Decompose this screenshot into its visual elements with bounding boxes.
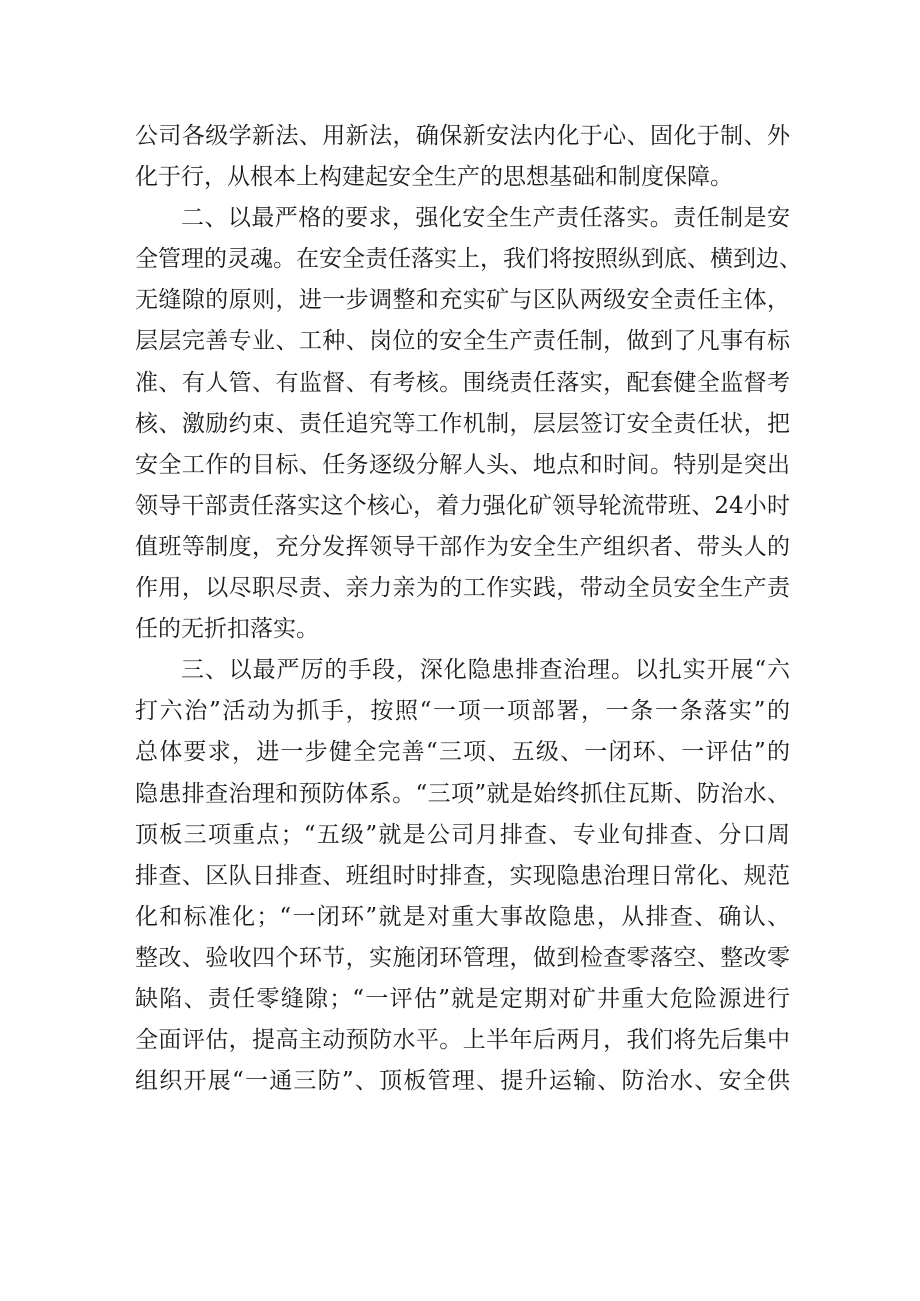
paragraph-intro-continuation	[135, 116, 790, 198]
text-line: 全管理的灵魂。在安全责任落实上，我们将按照纵到底、横到边、	[135, 246, 802, 273]
text-line: 全面评估，提高主动预防水平。上半年后两月，我们将先后集中	[135, 1027, 790, 1054]
text-line: 组织开展“一通三防”、顶板管理、提升运输、防治水、安全供	[135, 1068, 790, 1095]
text-line: 作用，以尽职尽责、亲力亲为的工作实践，带动全员安全生产责	[135, 575, 790, 602]
text-line: 安全工作的目标、任务逐级分解人头、地点和时间。特别是突出	[135, 451, 790, 478]
text-line: 公司各级学新法、用新法，确保新安法内化于心、固化于制、外	[135, 123, 790, 149]
text-line: 排查、区队日排查、班组时时排查，实现隐患治理日常化、规范	[135, 862, 790, 889]
text-line: 化和标准化；“一闭环”就是对重大事故隐患，从排查、确认、	[135, 903, 790, 930]
text-line: 二、以最严格的要求，强化安全生产责任落实。责任制是安	[181, 205, 790, 232]
text-line: 缺陷、责任零缝隙；“一评估”就是定期对矿井重大危险源进行	[135, 985, 790, 1012]
document-body	[135, 116, 802, 1102]
text-line: 任的无折扣落实。	[135, 616, 319, 643]
text-line: 三、以最严厉的手段，深化隐患排查治理。以扎实开展“六	[181, 657, 790, 684]
text-line: 整改、验收四个环节，实施闭环管理，做到检查零落空、整改零	[135, 944, 790, 971]
text-line: 隐患排查治理和预防体系。“三项”就是始终抓住瓦斯、防治水、	[135, 780, 790, 807]
paragraph-section-two	[135, 198, 802, 650]
text-line: 准、有人管、有监督、有考核。围绕责任落实，配套健全监督考	[135, 369, 790, 396]
text-line: 层层完善专业、工种、岗位的安全生产责任制，做到了凡事有标	[135, 328, 790, 355]
text-line: 化于行，从根本上构建起安全生产的思想基础和制度保障。	[135, 164, 733, 191]
text-line: 顶板三项重点；“五级”就是公司月排查、专业旬排查、分口周	[135, 821, 790, 848]
text-line: 总体要求，进一步健全完善“三项、五级、一闭环、一评估”的	[135, 739, 790, 766]
text-line: 打六治”活动为抓手，按照“一项一项部署，一条一条落实”的	[135, 698, 790, 725]
text-line: 值班等制度，充分发挥领导干部作为安全生产组织者、带头人的	[135, 533, 790, 560]
paragraph-section-three	[135, 650, 790, 1102]
text-line: 核、激励约束、责任追究等工作机制，层层签订安全责任状，把	[135, 410, 790, 437]
text-line: 领导干部责任落实这个核心，着力强化矿领导轮流带班、24小时	[135, 492, 790, 519]
text-line: 无缝隙的原则，进一步调整和充实矿与区队两级安全责任主体，	[135, 287, 790, 314]
